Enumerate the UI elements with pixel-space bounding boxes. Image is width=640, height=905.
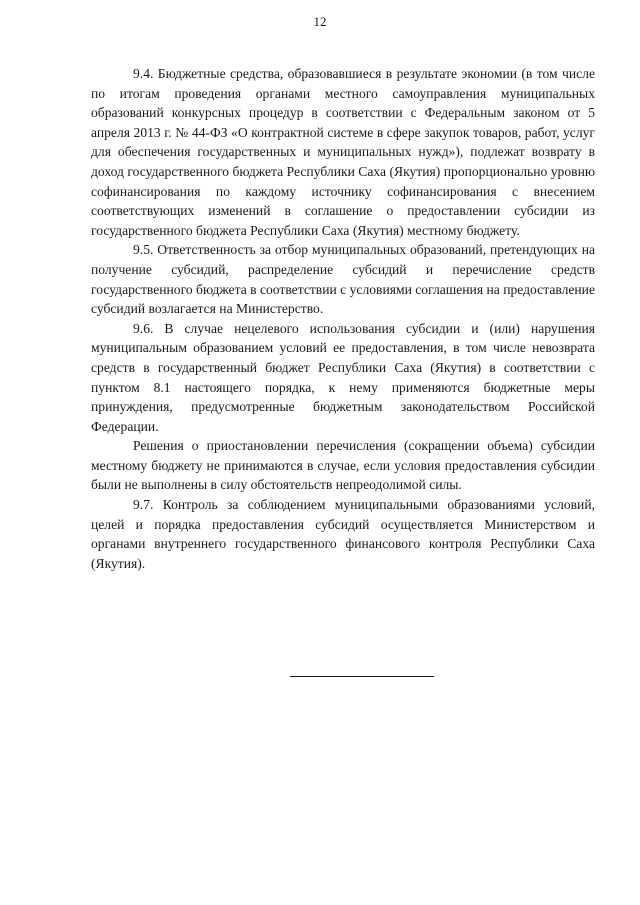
paragraph-9-5: 9.5. Ответственность за отбор муниципальных образований, претендующих на получение субсидий, распределение субсидий и перечисление средств государственного бюджета в соответствии с условиями соглашения на предоставление субсидий возлагается на Министерство.: [91, 242, 595, 317]
document-body: [91, 64, 595, 573]
page-number: 12: [313, 14, 327, 29]
paragraph-9-6-continued: Решения о приостановлении перечисления (сокращении объема) субсидии местному бюджету не принимаются в случае, если условия предоставления субсидии были не выполнены в силу обстоятельств непреодолимой силы.: [91, 438, 595, 493]
end-of-document-separator: [290, 676, 434, 677]
paragraph-9-4: 9.4. Бюджетные средства, образовавшиеся в результате экономии (в том числе по итогам проведения органами местного самоуправления муниципальных образований конкурсных процедур в соответствии с Федеральным законом от 5 апреля 2013 г. № 44-ФЗ «О контрактной системе в сфере закупок товаров, работ, услуг для обеспечения государственных и муниципальных нужд»), подлежат возврату в доход государственного бюджета Республики Саха (Якутия) пропорционально уровню софинансирования по каждому источнику софинансирования с внесением соответствующих изменений в соглашение о предоставлении субсидии из государственного бюджета Республики Саха (Якутия) местному бюджету.: [91, 66, 595, 238]
paragraph-9-6: 9.6. В случае нецелевого использования субсидии и (или) нарушения муниципальным образованием условий ее предоставления, в том числе невозврата средств в государственный бюджет Республики Саха (Якутия) в соответствии с пунктом 8.1 настоящего порядка, к нему применяются бюджетные меры принуждения, предусмотренные бюджетным законодательством Российской Федерации.: [91, 320, 595, 434]
paragraph-9-7: 9.7. Контроль за соблюдением муниципальными образованиями условий, целей и порядка предоставления субсидий осуществляется Министерством и органами внутреннего государственного финансового контроля Республики Саха (Якутия).: [91, 497, 595, 571]
